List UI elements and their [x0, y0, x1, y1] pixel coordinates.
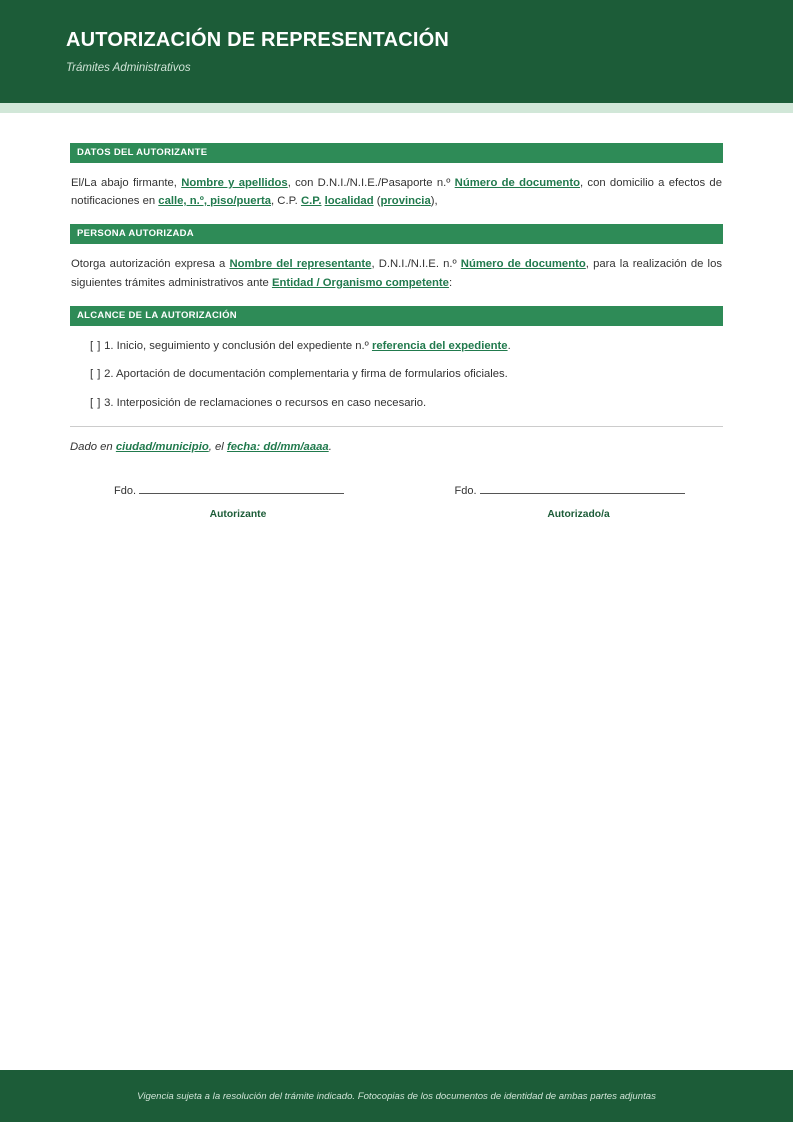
text-fragment: , para la realización de los siguientes trámites administrativos ante [71, 258, 722, 289]
text-fragment: Aportación de documentación complementaria y firma de formularios oficiales. [113, 368, 508, 381]
place-and-date-line [70, 439, 723, 456]
document-header [0, 0, 793, 103]
fdo-label: Fdo. [454, 485, 477, 498]
checkbox-marker[interactable]: [ ] [90, 339, 101, 352]
signature-line-autorizante [114, 482, 397, 497]
signature-block-autorizado [397, 482, 724, 520]
page-subtitle: Trámites Administrativos [66, 61, 191, 74]
header-accent-strip [0, 103, 793, 113]
signature-role-autorizado: Autorizado/a [547, 509, 610, 521]
text-fragment: ), [430, 195, 438, 208]
text-fragment: : [448, 276, 453, 289]
item-number: 2. [104, 368, 114, 381]
text-fragment: ( [373, 195, 381, 208]
placeholder-entidad-organismo[interactable]: Entidad / Organismo competente [271, 276, 449, 289]
placeholder-fecha[interactable]: fecha: dd/mm/aaaa [226, 441, 329, 454]
text-fragment: . [507, 339, 511, 352]
placeholder-nombre-representante[interactable]: Nombre del representante [229, 258, 372, 271]
text-fragment: Otorga autorización expresa a [71, 258, 230, 271]
list-item[interactable] [90, 366, 723, 384]
signature-role-autorizante: Autorizante [209, 509, 267, 521]
signature-line-autorizado [455, 482, 724, 497]
placeholder-numero-documento-autorizante[interactable]: Número de documento [454, 176, 580, 189]
signature-row [70, 482, 723, 520]
placeholder-numero-documento-representante[interactable]: Número de documento [460, 258, 586, 271]
text-fragment: , D.N.I./N.I.E. n.º [371, 258, 461, 271]
section-header-alcance: ALCANCE DE LA AUTORIZACIÓN [70, 306, 723, 326]
item-number: 3. [104, 396, 114, 409]
signature-rule[interactable] [480, 482, 685, 494]
placeholder-referencia-expediente[interactable]: referencia del expediente [371, 339, 508, 352]
fdo-label: Fdo. [114, 485, 137, 498]
document-footer [0, 1070, 793, 1122]
text-fragment: , el [208, 441, 227, 454]
text-fragment: El/La abajo firmante, [71, 176, 182, 189]
scope-list [70, 338, 723, 413]
placeholder-codigo-postal[interactable]: C.P. [300, 195, 322, 208]
text-fragment: Inicio, seguimiento y conclusión del expediente n.º [113, 339, 372, 352]
text-fragment: Dado en [70, 441, 116, 454]
item-number: 1. [104, 339, 114, 352]
list-item[interactable] [90, 338, 723, 356]
page-title: AUTORIZACIÓN DE REPRESENTACIÓN [66, 28, 450, 51]
text-fragment: Interposición de reclamaciones o recursos en caso necesario. [113, 396, 427, 409]
document-content [0, 113, 793, 520]
text-fragment: . [328, 441, 332, 454]
signature-block-autorizante [70, 482, 397, 520]
list-item[interactable] [90, 395, 723, 413]
placeholder-localidad[interactable]: localidad [324, 195, 374, 208]
placeholder-ciudad-municipio[interactable]: ciudad/municipio [115, 441, 209, 454]
content-divider [70, 426, 723, 427]
checkbox-marker[interactable]: [ ] [90, 396, 101, 409]
placeholder-nombre-apellidos[interactable]: Nombre y apellidos [181, 176, 288, 189]
section-header-autorizante: DATOS DEL AUTORIZANTE [70, 143, 723, 163]
text-fragment: , C.P. [271, 195, 301, 208]
checkbox-marker[interactable]: [ ] [90, 368, 101, 381]
text-fragment: , con domicilio a efectos de notificaciones en [71, 176, 723, 208]
text-fragment: , con D.N.I./N.I.E./Pasaporte n.º [287, 176, 455, 189]
footer-note: Vigencia sujeta a la resolución del trámite indicado. Fotocopias de los documentos de identidad de ambas partes adjuntas [137, 1090, 656, 1102]
section-header-persona-autorizada: PERSONA AUTORIZADA [70, 224, 723, 244]
paragraph-autorizante [70, 174, 723, 211]
placeholder-provincia[interactable]: provincia [380, 195, 431, 208]
paragraph-persona-autorizada [70, 255, 723, 292]
placeholder-direccion[interactable]: calle, n.º, piso/puerta [158, 195, 272, 208]
signature-rule[interactable] [139, 482, 344, 494]
